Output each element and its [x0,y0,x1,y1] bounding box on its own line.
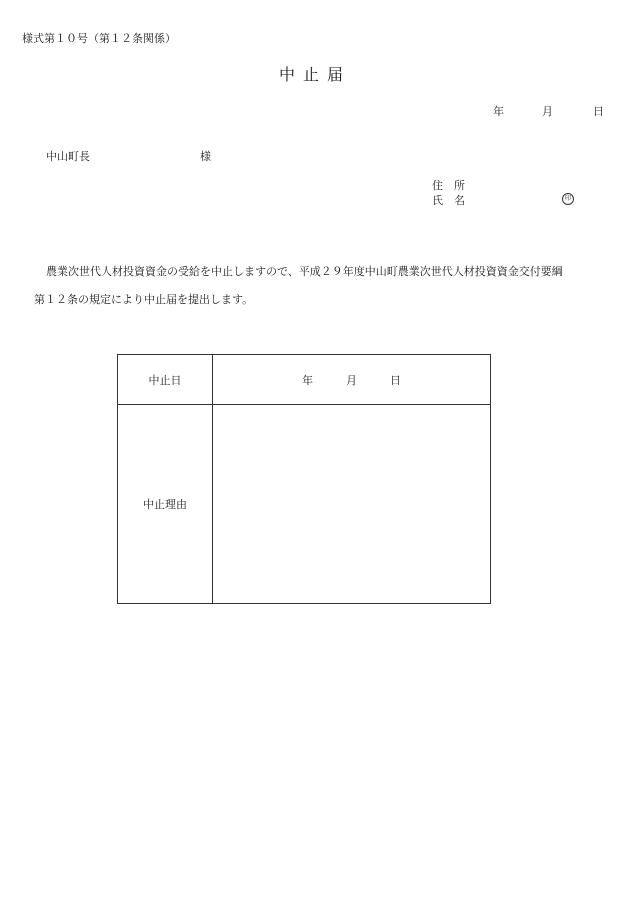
form-number: 様式第１０号（第１２条関係） [22,32,176,45]
date-label-cell: 中止日 [118,355,213,405]
date-month-label: 月 [542,105,553,118]
table-month-label: 月 [346,373,357,387]
table-year-label: 年 [302,373,313,387]
table-row [118,405,491,604]
date-value-cell[interactable] [213,355,491,405]
reason-value-cell[interactable] [213,405,491,604]
date-day-label: 日 [593,105,604,118]
name-label: 氏 名 [432,194,465,207]
table-row [118,355,491,405]
date-year-label: 年 [493,105,504,118]
body-text-line-2: 第１２条の規定により中止届を提出します。 [34,293,254,306]
reason-label-cell: 中止理由 [118,405,213,604]
addressee-name: 中山町長 [46,150,90,163]
addressee-honorific: 様 [200,150,211,163]
cancellation-table [117,354,491,604]
table-day-label: 日 [390,373,401,387]
page-title: 中止届 [278,65,351,84]
address-label: 住 所 [432,179,465,192]
body-text-line-1: 農業次世代人材投資資金の受給を中止しますので、平成２９年度中山町農業次世代人材投資資金交付要綱 [46,265,563,278]
seal-mark: 印 [562,193,574,205]
